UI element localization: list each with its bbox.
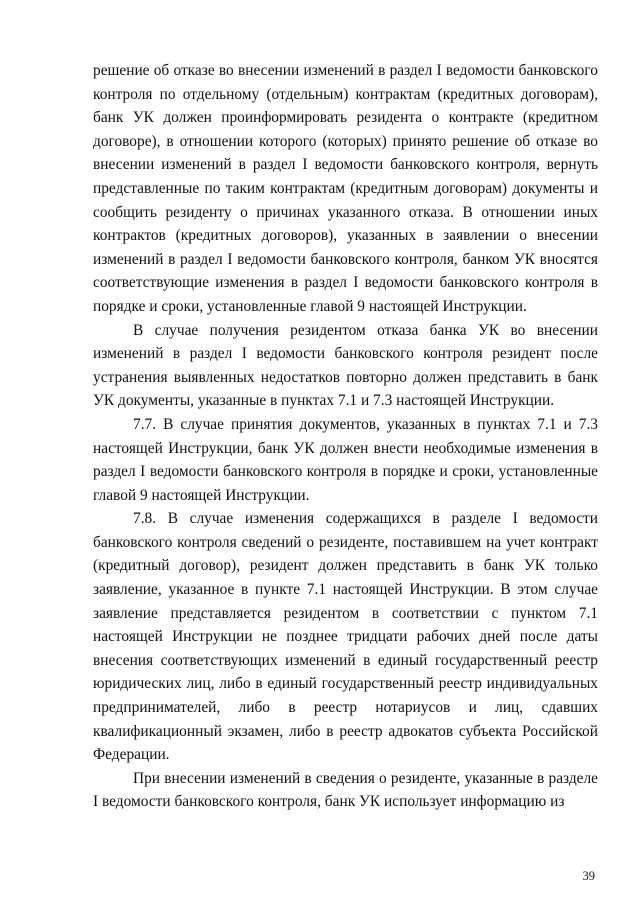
paragraph-7-7: 7.7. В случае принятия документов, указанных в пунктах 7.1 и 7.3 настоящей Инструкции, банк УК должен внести необходимые изменения в раздел I ведомости банковского контроля в порядке и сроки, установленные главой 9 настоящей Инструкции.	[93, 415, 598, 504]
page-number: 39	[582, 869, 595, 883]
paragraph-7-8: 7.8. В случае изменения содержащихся в разделе I ведомости банковского контроля сведений о резиденте, поставившем на учет контракт (кредитный договор), резидент должен представить в банк УК только заявление, указанное в пункте 7.1 настоящей Инструкции. В этом случае заявление представляется резидентом в соответствии с пунктом 7.1 настоящей Инструкции не позднее тридцати рабочих дней после даты внесения соответствующих изменений в единый государственный реестр юридических лиц, либо в единый государственный реестр индивидуальных предпринимателей, либо в реестр нотариусов и лиц, сдавших квалификационный экзамен, либо в реестр адвокатов субъекта Российской Федерации.	[93, 510, 598, 764]
document-page-body	[93, 59, 598, 814]
paragraph-refusal-received: В случае получения резидентом отказа банка УК во внесении изменений в раздел I ведомости банковского контроля резидент после устранения выявленных недостатков повторно должен представить в банк УК документы, указанные в пунктах 7.1 и 7.3 настоящей Инструкции.	[93, 321, 598, 410]
paragraph-resident-changes: При внесении изменений в сведения о резиденте, указанные в разделе I ведомости банковского контроля, банк УК использует информацию из	[93, 769, 598, 811]
paragraph-refusal-decision: решение об отказе во внесении изменений в раздел I ведомости банковского контроля по отдельному (отдельным) контрактам (кредитных договорам), банк УК должен проинформировать резидента о контракте (кредитном договоре), в отношении которого (которых) принято решение об отказе во внесении изменений в раздел I ведомости банковского контроля, вернуть представленные по таким контрактам (кредитным договорам) документы и сообщить резиденту о причинах указанного отказа. В отношении иных контрактов (кредитных договоров), указанных в заявлении о внесении изменений в раздел I ведомости банковского контроля, банком УК вносятся соответствующие изменения в раздел I ведомости банковского контроля в порядке и сроки, установленные главой 9 настоящей Инструкции.	[93, 62, 598, 315]
